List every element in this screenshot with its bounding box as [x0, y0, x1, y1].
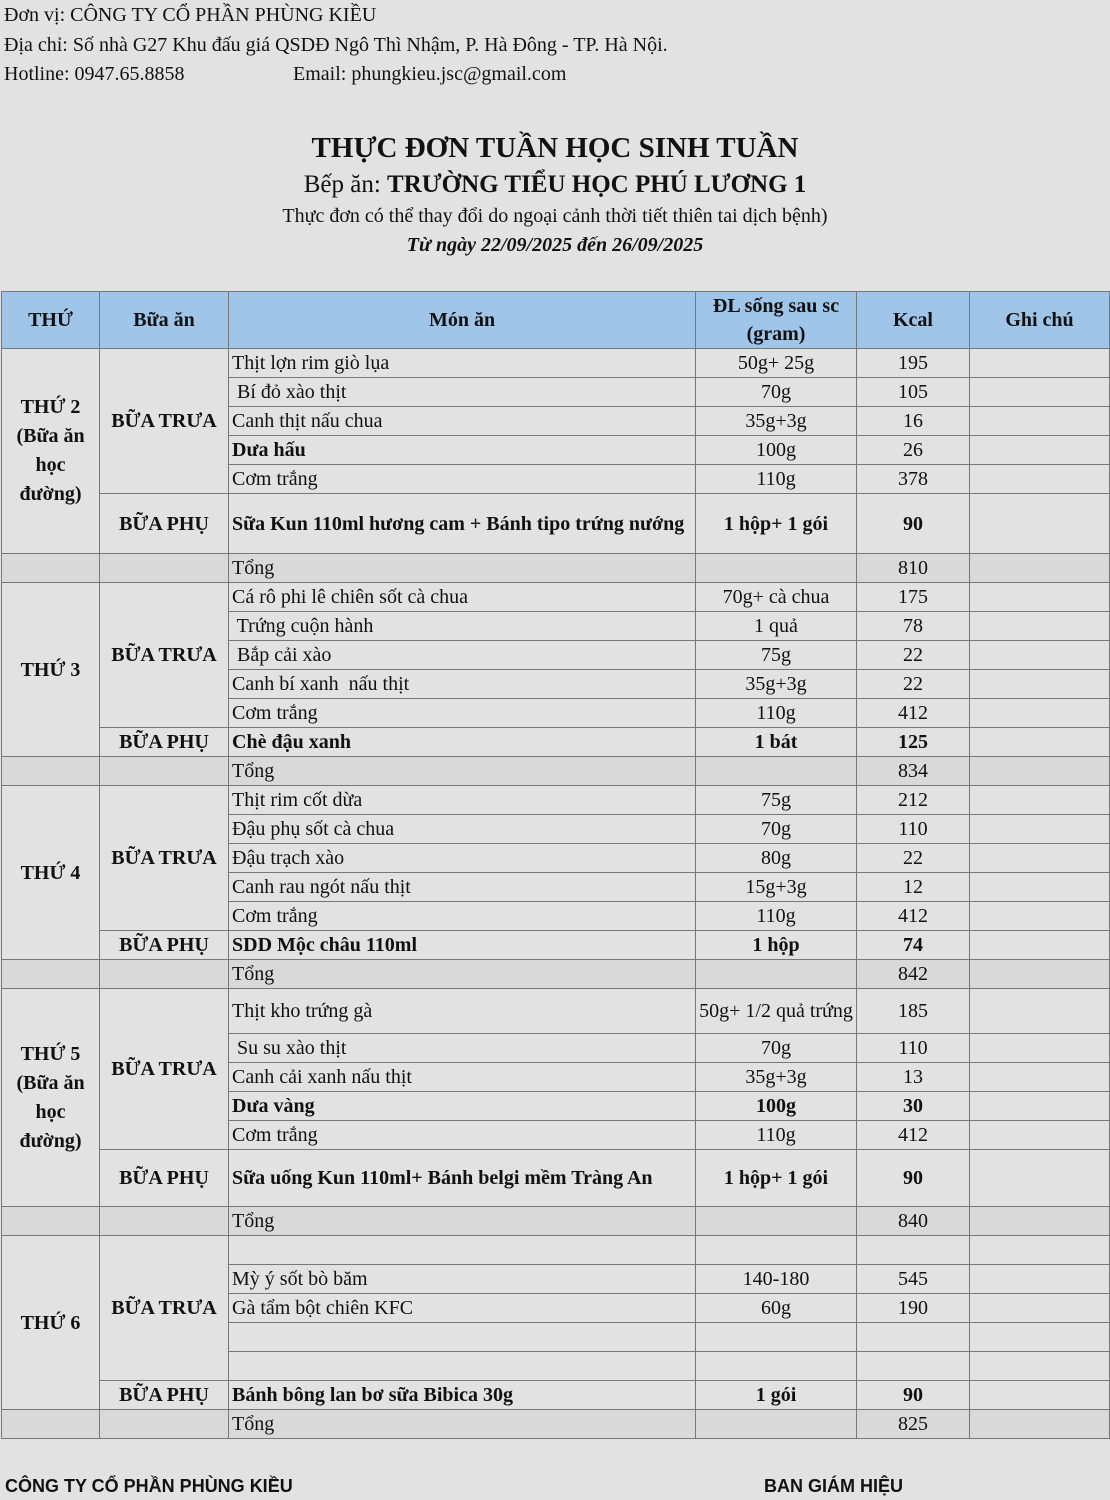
note-cell — [970, 1034, 1110, 1063]
day-cell: THỨ 4 — [2, 786, 100, 960]
kcal-cell: 110 — [857, 1034, 970, 1063]
total-empty — [100, 960, 229, 989]
day-cell: THỨ 6 — [2, 1236, 100, 1410]
kcal-cell: 212 — [857, 786, 970, 815]
grid-line — [0, 30, 1110, 31]
day-cell: THỨ 2 (Bữa ăn học đường) — [2, 349, 100, 554]
qty-cell — [696, 1236, 857, 1265]
footer-board: BAN GIÁM HIỆU — [764, 1476, 903, 1496]
note-cell — [970, 989, 1110, 1034]
dish-cell: Bánh bông lan bơ sữa Bibica 30g — [229, 1381, 696, 1410]
footer-company: CÔNG TY CỔ PHẦN PHÙNG KIỀU — [5, 1476, 293, 1496]
total-row — [2, 554, 1110, 583]
dish-cell — [229, 1323, 696, 1352]
dish-cell: Dưa vàng — [229, 1092, 696, 1121]
total-empty — [696, 757, 857, 786]
note-cell — [970, 873, 1110, 902]
note-cell — [970, 670, 1110, 699]
table-row — [2, 989, 1110, 1034]
meal-cell-snack: BỮA PHỤ — [100, 931, 229, 960]
note-cell — [970, 1121, 1110, 1150]
table-row — [2, 1236, 1110, 1265]
company-address: Địa chỉ: Số nhà G27 Khu đấu giá QSDĐ Ngô Thì Nhậm, P. Hà Đông - TP. Hà Nội. — [4, 34, 668, 56]
total-empty — [2, 1207, 100, 1236]
kcal-cell: 90 — [857, 1150, 970, 1207]
note-cell — [970, 1381, 1110, 1410]
dish-cell: Đậu trạch xào — [229, 844, 696, 873]
note-cell — [970, 902, 1110, 931]
note-cell — [970, 1352, 1110, 1381]
dish-cell: Canh thịt nấu chua — [229, 407, 696, 436]
kcal-cell: 412 — [857, 902, 970, 931]
meal-cell-lunch: BỮA TRƯA — [100, 349, 229, 494]
kcal-cell — [857, 1352, 970, 1381]
qty-cell: 70g — [696, 1034, 857, 1063]
kcal-cell: 90 — [857, 494, 970, 554]
note-cell — [970, 1265, 1110, 1294]
note-cell — [970, 699, 1110, 728]
qty-cell: 70g — [696, 815, 857, 844]
kcal-cell: 30 — [857, 1092, 970, 1121]
kcal-cell — [857, 1236, 970, 1265]
grid-line — [99, 89, 100, 119]
table-row — [2, 583, 1110, 612]
col-header-dish: Món ăn — [229, 292, 696, 349]
kcal-cell: 545 — [857, 1265, 970, 1294]
col-header-qty: ĐL sống sau sc (gram) — [696, 292, 857, 349]
total-kcal: 834 — [857, 757, 970, 786]
dish-cell: Gà tẩm bột chiên KFC — [229, 1294, 696, 1323]
total-empty — [2, 960, 100, 989]
total-label: Tổng — [229, 757, 696, 786]
total-empty — [970, 554, 1110, 583]
total-kcal: 810 — [857, 554, 970, 583]
day-cell: THỨ 3 — [2, 583, 100, 757]
total-label: Tổng — [229, 1410, 696, 1439]
note-cell — [970, 407, 1110, 436]
qty-cell: 1 bát — [696, 728, 857, 757]
company-email: Email: phungkieu.jsc@gmail.com — [293, 63, 567, 85]
kcal-cell: 13 — [857, 1063, 970, 1092]
kcal-cell: 90 — [857, 1381, 970, 1410]
dish-cell: Bắp cải xào — [229, 641, 696, 670]
grid-line — [0, 89, 1110, 90]
total-empty — [970, 757, 1110, 786]
note-cell — [970, 786, 1110, 815]
kitchen-prefix: Bếp ăn: — [303, 171, 388, 198]
note-cell — [970, 1092, 1110, 1121]
dish-cell: Canh bí xanh nấu thịt — [229, 670, 696, 699]
grid-line — [695, 261, 696, 291]
kitchen-line — [0, 171, 1110, 199]
note-cell — [970, 436, 1110, 465]
total-kcal: 840 — [857, 1207, 970, 1236]
meal-cell-lunch: BỮA TRƯA — [100, 1236, 229, 1381]
grid-line — [969, 261, 970, 291]
grid-line — [0, 118, 1110, 119]
kcal-cell: 185 — [857, 989, 970, 1034]
note-cell — [970, 1236, 1110, 1265]
kcal-cell — [857, 1323, 970, 1352]
qty-cell: 70g — [696, 378, 857, 407]
total-empty — [970, 1410, 1110, 1439]
grid-line — [856, 0, 857, 119]
kcal-cell: 22 — [857, 844, 970, 873]
total-empty — [696, 960, 857, 989]
kcal-cell: 16 — [857, 407, 970, 436]
col-header-meal: Bữa ăn — [100, 292, 229, 349]
kcal-cell: 190 — [857, 1294, 970, 1323]
total-empty — [100, 1410, 229, 1439]
dish-cell: Đậu phụ sốt cà chua — [229, 815, 696, 844]
dish-cell: Sữa uống Kun 110ml+ Bánh belgi mềm Tràng An — [229, 1150, 696, 1207]
dish-cell: Cơm trắng — [229, 465, 696, 494]
qty-cell: 35g+3g — [696, 1063, 857, 1092]
grid-line — [0, 60, 1110, 61]
dish-cell: Su su xào thịt — [229, 1034, 696, 1063]
qty-cell: 1 hộp+ 1 gói — [696, 1150, 857, 1207]
note-cell — [970, 494, 1110, 554]
qty-cell: 60g — [696, 1294, 857, 1323]
meal-cell-snack: BỮA PHỤ — [100, 728, 229, 757]
note-cell — [970, 378, 1110, 407]
dish-cell: Bí đỏ xào thịt — [229, 378, 696, 407]
table-row — [2, 728, 1110, 757]
grid-line — [228, 261, 229, 291]
total-empty — [100, 554, 229, 583]
total-row — [2, 1410, 1110, 1439]
total-empty — [100, 1207, 229, 1236]
qty-cell: 110g — [696, 465, 857, 494]
grid-line — [0, 261, 1110, 262]
dish-cell: Mỳ ý sốt bò băm — [229, 1265, 696, 1294]
kcal-cell: 22 — [857, 670, 970, 699]
dish-cell: Cơm trắng — [229, 1121, 696, 1150]
grid-line — [695, 89, 696, 119]
total-row — [2, 757, 1110, 786]
dish-cell: Thịt kho trứng gà — [229, 989, 696, 1034]
total-empty — [970, 1207, 1110, 1236]
note-cell — [970, 844, 1110, 873]
meal-cell-lunch: BỮA TRƯA — [100, 583, 229, 728]
dish-cell: Canh rau ngót nấu thịt — [229, 873, 696, 902]
qty-cell: 100g — [696, 436, 857, 465]
dish-cell: Canh cải xanh nấu thịt — [229, 1063, 696, 1092]
kcal-cell: 105 — [857, 378, 970, 407]
qty-cell: 15g+3g — [696, 873, 857, 902]
col-header-note: Ghi chú — [970, 292, 1110, 349]
dish-cell: SDD Mộc châu 110ml — [229, 931, 696, 960]
menu-table — [1, 291, 1110, 1439]
qty-cell: 35g+3g — [696, 407, 857, 436]
dish-cell: Sữa Kun 110ml hương cam + Bánh tipo trứng nướng — [229, 494, 696, 554]
kcal-cell: 175 — [857, 583, 970, 612]
qty-cell: 100g — [696, 1092, 857, 1121]
dish-cell: Thịt lợn rim giò lụa — [229, 349, 696, 378]
qty-cell: 35g+3g — [696, 670, 857, 699]
kcal-cell: 26 — [857, 436, 970, 465]
note-cell — [970, 815, 1110, 844]
dish-cell: Chè đậu xanh — [229, 728, 696, 757]
dish-cell: Cơm trắng — [229, 902, 696, 931]
total-label: Tổng — [229, 1207, 696, 1236]
note-cell — [970, 583, 1110, 612]
meal-cell-snack: BỮA PHỤ — [100, 1381, 229, 1410]
menu-note: Thực đơn có thể thay đổi do ngoại cảnh thời tiết thiên tai dịch bệnh) — [282, 205, 828, 227]
total-kcal: 825 — [857, 1410, 970, 1439]
total-empty — [100, 757, 229, 786]
note-cell — [970, 1294, 1110, 1323]
kcal-cell: 195 — [857, 349, 970, 378]
meal-cell-lunch: BỮA TRƯA — [100, 786, 229, 931]
note-cell — [970, 728, 1110, 757]
qty-cell — [696, 1352, 857, 1381]
qty-cell: 1 hộp+ 1 gói — [696, 494, 857, 554]
note-cell — [970, 641, 1110, 670]
dish-cell — [229, 1236, 696, 1265]
total-label: Tổng — [229, 960, 696, 989]
table-row — [2, 1381, 1110, 1410]
total-empty — [696, 1410, 857, 1439]
kcal-cell: 78 — [857, 612, 970, 641]
meal-cell-lunch: BỮA TRƯA — [100, 989, 229, 1150]
kcal-cell: 74 — [857, 931, 970, 960]
qty-cell: 110g — [696, 699, 857, 728]
table-row — [2, 349, 1110, 378]
grid-line — [99, 261, 100, 291]
qty-cell: 110g — [696, 1121, 857, 1150]
page-title: THỰC ĐƠN TUẦN HỌC SINH TUẦN — [311, 132, 799, 164]
note-cell — [970, 612, 1110, 641]
kcal-cell: 378 — [857, 465, 970, 494]
total-row — [2, 1207, 1110, 1236]
note-cell — [970, 349, 1110, 378]
table-header-row — [2, 292, 1110, 349]
total-empty — [2, 757, 100, 786]
total-empty — [2, 554, 100, 583]
total-label: Tổng — [229, 554, 696, 583]
dish-cell: Cá rô phi lê chiên sốt cà chua — [229, 583, 696, 612]
qty-cell: 50g+ 25g — [696, 349, 857, 378]
qty-cell: 1 hộp — [696, 931, 857, 960]
dish-cell — [229, 1352, 696, 1381]
grid-line — [228, 89, 229, 119]
note-cell — [970, 465, 1110, 494]
grid-line — [856, 261, 857, 291]
dish-cell: Thịt rim cốt dừa — [229, 786, 696, 815]
total-empty — [696, 554, 857, 583]
note-cell — [970, 1323, 1110, 1352]
kcal-cell: 12 — [857, 873, 970, 902]
kcal-cell: 110 — [857, 815, 970, 844]
total-kcal: 842 — [857, 960, 970, 989]
company-unit: Đơn vị: CÔNG TY CỔ PHẦN PHÙNG KIỀU — [4, 4, 377, 26]
table-row — [2, 931, 1110, 960]
kcal-cell: 125 — [857, 728, 970, 757]
dish-cell: Cơm trắng — [229, 699, 696, 728]
qty-cell: 50g+ 1/2 quả trứng — [696, 989, 857, 1034]
qty-cell — [696, 1323, 857, 1352]
qty-cell: 110g — [696, 902, 857, 931]
total-empty — [696, 1207, 857, 1236]
kcal-cell: 412 — [857, 699, 970, 728]
kcal-cell: 412 — [857, 1121, 970, 1150]
grid-line — [969, 0, 970, 119]
total-empty — [970, 960, 1110, 989]
note-cell — [970, 1063, 1110, 1092]
col-header-day: THỨ — [2, 292, 100, 349]
qty-cell: 1 gói — [696, 1381, 857, 1410]
table-row — [2, 494, 1110, 554]
total-row — [2, 960, 1110, 989]
day-cell: THỨ 5 (Bữa ăn học đường) — [2, 989, 100, 1207]
meal-cell-snack: BỮA PHỤ — [100, 1150, 229, 1207]
company-hotline: Hotline: 0947.65.8858 — [4, 63, 185, 85]
qty-cell: 1 quả — [696, 612, 857, 641]
note-cell — [970, 1150, 1110, 1207]
table-row — [2, 1150, 1110, 1207]
col-header-kcal: Kcal — [857, 292, 970, 349]
note-cell — [970, 931, 1110, 960]
qty-cell: 75g — [696, 786, 857, 815]
qty-cell: 75g — [696, 641, 857, 670]
qty-cell: 140-180 — [696, 1265, 857, 1294]
kitchen-name: TRƯỜNG TIỂU HỌC PHÚ LƯƠNG 1 — [387, 171, 807, 198]
table-row — [2, 786, 1110, 815]
kcal-cell: 22 — [857, 641, 970, 670]
dish-cell: Dưa hấu — [229, 436, 696, 465]
qty-cell: 70g+ cà chua — [696, 583, 857, 612]
date-range: Từ ngày 22/09/2025 đến 26/09/2025 — [406, 234, 704, 256]
meal-cell-snack: BỮA PHỤ — [100, 494, 229, 554]
qty-cell: 80g — [696, 844, 857, 873]
total-empty — [2, 1410, 100, 1439]
dish-cell: Trứng cuộn hành — [229, 612, 696, 641]
